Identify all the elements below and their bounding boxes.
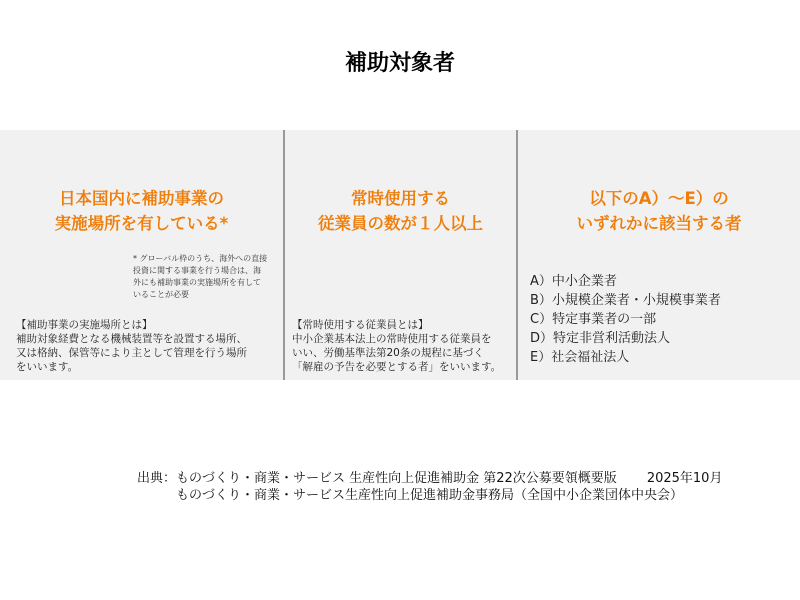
- definition-line-2: 又は格納、保管等により主として管理を行う場所: [16, 347, 247, 359]
- column-2-definition: [292, 318, 501, 374]
- definition-line-3: 「解雇の予告を必要とする者」をいいます。: [292, 361, 502, 373]
- list-item: C）特定事業者の一部: [530, 312, 657, 327]
- footnote-line-4: いることが必要: [133, 290, 189, 299]
- column-2-heading: [285, 186, 516, 236]
- definition-line-1: 中小企業基本法上の常時使用する従業員を: [292, 333, 492, 345]
- page-title: 補助対象者: [344, 51, 455, 76]
- list-item: E）社会福祉法人: [530, 350, 630, 365]
- column-1-definition: [16, 318, 247, 374]
- column-3-heading: [518, 186, 800, 236]
- column-1-heading: [0, 186, 283, 236]
- definition-heading: 【常時使用する従業員とは】: [292, 319, 429, 331]
- footnote-line-1: * グローバル枠のうち、海外への直接: [133, 254, 268, 263]
- definition-heading: 【補助事業の実施場所とは】: [16, 319, 153, 331]
- definition-line-1: 補助対象経費となる機械装置等を設置する場所、: [16, 333, 247, 345]
- definition-line-3: をいいます。: [16, 361, 79, 373]
- list-item: D）特定非営利活動法人: [530, 331, 671, 346]
- column-2-heading-line-2: 従業員の数が１人以上: [318, 214, 483, 233]
- footnote-line-2: 投資に関する事業を行う場合は、海: [133, 266, 261, 275]
- column-divider-2: [516, 130, 518, 380]
- source-line-2: ものづくり・商業・サービス生産性向上促進補助金事務局（全国中小企業団体中央会）: [176, 488, 684, 503]
- footnote-line-3: 外にも補助事業の実施場所を有して: [133, 278, 261, 287]
- column-divider-1: [283, 130, 285, 380]
- list-item: A）中小企業者: [530, 274, 617, 289]
- column-2-heading-line-1: 常時使用する: [351, 189, 450, 208]
- column-1-heading-line-1: 日本国内に補助事業の: [59, 189, 224, 208]
- source-citation: 出典：ものづくり・商業・サービス 生産性向上促進補助金 第22次公募要領概要版: [137, 471, 617, 486]
- source-date: 2025年10月: [646, 471, 723, 486]
- eligible-entity-list: [530, 272, 721, 367]
- column-3-heading-line-1: 以下のA）〜E）の: [589, 189, 729, 208]
- column-1-heading-line-2: 実施場所を有している*: [54, 214, 229, 233]
- column-1-footnote: [133, 253, 267, 301]
- list-item: B）小規模企業者・小規模事業者: [530, 293, 721, 308]
- column-3-heading-line-2: いずれかに該当する者: [576, 214, 742, 233]
- source-line-1: [137, 470, 722, 487]
- definition-line-2: いい、労働基準法第20条の規程に基づく: [292, 347, 484, 359]
